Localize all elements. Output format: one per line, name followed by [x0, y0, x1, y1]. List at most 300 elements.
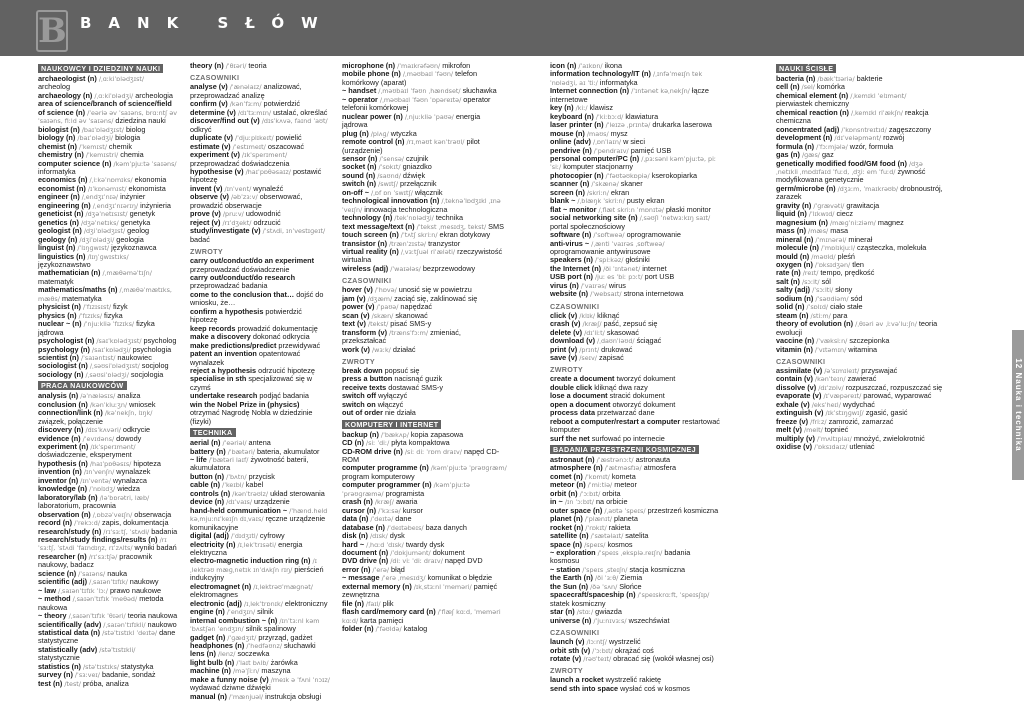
entry-pronunciation: /ˌvɜːtʃuəl riˈæləti/: [400, 247, 456, 256]
entry-word: patent an invention: [190, 349, 257, 359]
dictionary-entry: [342, 329, 507, 346]
entry-translation: silnik spalinowy: [245, 624, 296, 634]
entry-pronunciation: /ˌɒbzəˈveɪʃn/: [92, 510, 133, 519]
entry-translation: naukowo: [147, 619, 177, 629]
section-heading: TECHNIKA: [190, 428, 236, 437]
dictionary-entry: [38, 629, 178, 646]
entry-pronunciation: /ˈnɒlɪdʒ/: [89, 485, 116, 494]
entry-pronunciation: /əˈsɪmɪleɪt/: [824, 366, 860, 375]
entry-translation: portal społecznościowy: [550, 221, 626, 231]
entry-pronunciation: /ði ˈɜːθ/: [595, 574, 619, 583]
entry-pronunciation: /speɪs/: [584, 540, 606, 549]
entry-word: orbit sth (v): [550, 645, 591, 655]
entry-translation: tempo, prędkość: [820, 268, 875, 278]
entry-translation: zapisać: [598, 352, 624, 362]
entry-translation: gniazdko: [402, 162, 432, 172]
entry-pronunciation: /ˈvɪtəmɪn/: [814, 345, 847, 354]
entry-word: touch screen (n): [342, 230, 399, 240]
entry-translation: ręczne urządzenie komunikacyjne: [190, 514, 326, 532]
entry-pronunciation: /ˈɔːbɪt/: [592, 646, 613, 655]
entry-word: duplicate (v): [190, 133, 233, 143]
entry-translation: kursor: [402, 505, 423, 515]
entry-pronunciation: /ˈdjuːplɪkeɪt/: [235, 134, 274, 143]
entry-translation: przełącznik: [400, 179, 437, 189]
entry-pronunciation: /ˈhænd.held kəˌmjuːnɪˈkeɪʃn dɪˌvaɪs/: [190, 506, 328, 524]
entry-translation: metoda naukowa: [38, 594, 164, 612]
entry-word: vaccine (n): [776, 336, 815, 346]
entry-word: dissolve (v): [776, 382, 817, 392]
entry-word: double click: [550, 382, 593, 392]
entry-translation: program komputerowy: [342, 471, 415, 481]
entry-word: chemistry (n): [38, 150, 84, 160]
entry-word: surf the net: [550, 433, 590, 443]
dictionary-entry: [342, 608, 507, 625]
entry-word: folder (n): [342, 624, 374, 634]
entry-translation: meteor: [614, 480, 637, 490]
entry-word: observe (v): [190, 192, 229, 202]
entry-word: switch (n): [342, 179, 377, 189]
entry-pronunciation: /ˈmɪnərəl/: [815, 235, 847, 244]
entry-word: invent (v): [190, 183, 223, 193]
entry-translation: internet: [642, 263, 667, 273]
entry-word: computer programme (n): [342, 463, 429, 473]
entry-pronunciation: /ˈstʌdi, ɪnˈvestɪɡeɪt/: [262, 227, 326, 236]
entry-pronunciation: /ˌsəʊʃl ˈnetwɜːkɪŋ saɪt/: [639, 214, 711, 223]
entry-translation: przyswajać: [861, 365, 898, 375]
entry-pronunciation: /saʊnd/: [377, 171, 401, 180]
entry-word: electromagnet (n): [190, 581, 252, 591]
entry-word: psychology (n): [38, 344, 90, 354]
entry-translation: dane statystyczne: [38, 628, 176, 646]
entry-pronunciation: /ɡæs/: [801, 151, 820, 160]
entry-pronunciation: /dʒiˈɒlədʒɪst/: [83, 227, 126, 236]
entry-pronunciation: /ˈsɒftweə/: [593, 231, 625, 240]
entry-translation: przyrząd, gadżet: [258, 632, 313, 642]
dictionary-entry: [190, 375, 330, 392]
entry-word: click (v): [550, 310, 578, 320]
entry-word: scientific (adj): [38, 577, 88, 587]
entry-translation: klawisz: [589, 103, 614, 113]
entry-word: process data: [550, 408, 596, 418]
entry-word: file (n): [342, 598, 364, 608]
entry-pronunciation: /ˌmæθəməˈtɪʃn/: [102, 269, 152, 278]
entry-translation: dokument: [432, 548, 465, 558]
entry-translation: skaner: [620, 179, 643, 189]
entry-pronunciation: /juː es ˈbiː pɔːt/: [595, 273, 643, 282]
entry-translation: badać: [190, 234, 210, 244]
entry-word: make a discovery: [190, 332, 251, 342]
dictionary-entry: [190, 350, 330, 367]
entry-translation: ekran dotykowy: [439, 230, 491, 240]
entry-translation: operator telefonii komórkowej: [342, 94, 491, 113]
entry-pronunciation: /dʒəˌnetɪkli ˌmɒdɪfaɪd ˈfuːd, ˌdʒiː em ˈfuːd/: [776, 159, 923, 176]
entry-translation: elektroniczny: [284, 598, 328, 608]
entry-translation: napęd CD-ROM: [342, 446, 500, 465]
entry-word: experiment (v): [190, 150, 240, 160]
entry-word: crash (v): [550, 319, 581, 329]
entry-word: survey (n): [38, 670, 73, 680]
entry-word: text message/text (n): [342, 221, 415, 231]
entry-word: light bulb (n): [190, 657, 235, 667]
entry-translation: naukowy: [129, 577, 159, 587]
entry-pronunciation: /ˈθɪəri/: [225, 62, 247, 70]
entry-pronunciation: /ˌɑːkiˈɒlədʒɪst/: [98, 75, 145, 83]
entry-pronunciation: /ðə ˈsʌn/: [590, 582, 618, 591]
entry-translation: pisać SMS-y: [390, 319, 432, 329]
dictionary-entry: [190, 83, 330, 100]
entry-translation: SMS: [488, 221, 504, 231]
entry-translation: kliknąć dwa razy: [594, 382, 648, 392]
entry-translation: płaski monitor: [665, 204, 711, 214]
entry-translation: klawiatura: [625, 111, 659, 121]
entry-translation: urządzenie: [254, 497, 290, 507]
entry-translation: przeprowadzać doświadczenie: [190, 264, 290, 274]
dictionary-entry: [38, 100, 178, 125]
column-4: [550, 62, 720, 693]
entry-word: concentrated (adj): [776, 124, 840, 134]
entry-word: extinguish (v): [776, 408, 824, 418]
entry-pronunciation: /rɪˈsɜːtʃ, ˈstʌdi/: [103, 527, 150, 536]
dictionary-entry: [342, 481, 507, 498]
entry-translation: bateria, akumulator: [257, 446, 320, 456]
entry-word: test (n): [38, 678, 63, 688]
entry-word: gravity (n): [776, 200, 812, 210]
entry-pronunciation: /ˈrekɔːd/: [74, 519, 100, 528]
subsection-heading: CZASOWNIKI: [776, 356, 826, 366]
entry-pronunciation: /ˈænəlaɪz/: [229, 83, 262, 92]
entry-word: electricity (n): [190, 539, 236, 549]
entry-pronunciation: /ˈsɒlɪd/: [806, 303, 829, 312]
dictionary-entry: [342, 96, 507, 113]
entry-word: icon (n): [550, 61, 577, 70]
entry-pronunciation: /diː viː ˈdiː draɪv/: [390, 557, 443, 566]
dictionary-entry: [342, 625, 507, 633]
entry-word: geneticist (n): [38, 209, 84, 219]
entry-word: headphones (n): [190, 641, 245, 650]
entry-pronunciation: /sɔːlt/: [801, 277, 820, 286]
entry-pronunciation: /mæɡˈniːziəm/: [829, 218, 876, 227]
entry-word: genetics (n): [38, 217, 79, 227]
subsection-heading: CZASOWNIKI: [550, 628, 600, 638]
entry-translation: pamięć USB: [630, 145, 672, 155]
entry-translation: podjąć badania: [259, 391, 309, 401]
dictionary-entry: [38, 494, 178, 511]
entry-word: vitamin (n): [776, 344, 813, 354]
entry-translation: unosić się w powietrzu: [398, 285, 472, 295]
chapter-side-tab-label: 12 Nauka i technika: [1014, 358, 1023, 452]
dictionary-entry: [190, 193, 330, 210]
column-3: [342, 62, 507, 634]
entry-translation: wynalazca: [112, 475, 147, 485]
entry-word: send sth into space: [550, 683, 619, 693]
entry-word: science (n): [38, 568, 77, 578]
entry-pronunciation: /ˈsensə/: [379, 154, 404, 163]
entry-pronunciation: /ɪnˈventə/: [80, 476, 111, 485]
entry-pronunciation: /dɪsˈkʌvə, faɪnd ˈaʊt/: [261, 117, 328, 126]
entry-word: inventor (n): [38, 475, 79, 485]
dictionary-entry: [38, 680, 178, 688]
dictionary-entry: [342, 70, 507, 87]
entry-translation: wszechświat: [628, 615, 670, 625]
entry-pronunciation: /ɪˌlekˈtrɒnɪk/: [243, 599, 283, 608]
entry-translation: pierwiastek chemiczny: [776, 99, 849, 109]
entry-translation: nie działa: [384, 408, 416, 418]
entry-translation: językoznawstwo: [38, 259, 91, 269]
entry-translation: witamina: [848, 344, 878, 354]
entry-pronunciation: /ˈdɒkjumənt/: [390, 549, 431, 558]
entry-pronunciation: /rɪˈdʒekt/: [222, 218, 252, 227]
dictionary-entry: [38, 253, 178, 270]
entry-pronunciation: /kənˈfɜːm/: [229, 100, 262, 109]
entry-pronunciation: /ˈflæʃ kɑːd, ˈmeməri kɑːd/: [342, 608, 501, 625]
entry-translation: plik: [382, 598, 394, 608]
entry-pronunciation: /haɪˈpɒθəsaɪz/: [245, 167, 291, 176]
entry-word: steam (n): [776, 310, 809, 320]
entry-word: key (n): [550, 103, 574, 113]
entry-pronunciation: /ləˈbɒrətri, læb/: [99, 493, 150, 502]
entry-word: laboratory/lab (n): [38, 492, 98, 502]
dictionary-entry: [550, 655, 720, 663]
entry-translation: tranzystor: [428, 238, 461, 248]
entry-translation: maszyna: [261, 666, 291, 676]
entry-translation: informatyka: [38, 166, 76, 176]
entry-word: linguistics (n): [38, 251, 86, 261]
entry-translation: płyta kompaktowa: [391, 438, 450, 448]
entry-word: engineer (n): [38, 192, 80, 202]
entry-pronunciation: /dʒəˈnetɪsɪst/: [85, 210, 128, 219]
entry-translation: słony: [835, 285, 853, 295]
entry-pronunciation: /ˈlɪŋɡwɪst/: [77, 244, 110, 253]
entry-translation: błąd: [391, 564, 405, 574]
entry-translation: dowody: [116, 433, 142, 443]
entry-word: battery (n): [190, 446, 226, 456]
entry-translation: mysz: [610, 128, 628, 138]
entry-pronunciation: /mæs/: [808, 227, 829, 236]
entry-word: economics (n): [38, 175, 88, 185]
entry-pronunciation: /ˌnjuːkliə ˈpaʊə/: [404, 112, 454, 121]
entry-pronunciation: /ˈbʌtn/: [226, 472, 247, 481]
subsection-heading: CZASOWNIKI: [342, 276, 392, 286]
entry-translation: działać: [392, 344, 416, 354]
entry-translation: związek, połączenie: [38, 416, 103, 426]
entry-word: analyse (v): [190, 82, 228, 92]
entry-word: molecule (n): [776, 243, 819, 253]
entry-word: out of order: [342, 408, 383, 418]
entry-translation: słuchawki: [284, 641, 316, 650]
entry-pronunciation: /ˈmaɪkrəfəʊn/: [397, 62, 441, 70]
entry-word: crash (n): [342, 497, 373, 507]
entry-word: oxygen (n): [776, 259, 813, 269]
entry-pronunciation: /ˈspiːkəz/: [595, 256, 624, 265]
entry-word: geologist (n): [38, 226, 82, 236]
entry-word: create a document: [550, 374, 615, 384]
entry-word: sodium (n): [776, 293, 814, 303]
entry-translation: utleniać: [849, 442, 875, 452]
subsection-heading: ZWROTY: [550, 365, 583, 375]
entry-pronunciation: /ɪˌlektrəʊˈmæɡnət/: [253, 582, 313, 591]
entry-word: psychologist (n): [38, 336, 95, 346]
entry-translation: statystycznie: [38, 653, 80, 663]
entry-translation: napęd DVD: [444, 556, 483, 566]
entry-pronunciation: /ˌsəʊsiˈɒlədʒi/: [85, 370, 129, 379]
entry-translation: statek kosmiczny: [550, 598, 606, 608]
entry-word: switch off: [342, 391, 377, 401]
entry-word: on-off ~: [342, 187, 369, 197]
entry-translation: fizyka jądrowa: [38, 319, 155, 337]
entry-word: biologist (n): [38, 124, 80, 134]
dictionary-entry: [342, 265, 507, 273]
entry-word: download (v): [550, 336, 595, 346]
entry-word: magnesium (n): [776, 217, 828, 227]
entry-word: CD (n): [342, 438, 364, 448]
entry-word: universe (n): [550, 615, 592, 625]
entry-word: melt (v): [776, 425, 802, 435]
section-heading: NAUKI ŚCISŁE: [776, 64, 836, 73]
entry-pronunciation: /ˌsaɪənˈtɪfɪk/: [89, 578, 128, 587]
entry-pronunciation: /ˈbætəri laɪf/: [208, 456, 249, 465]
entry-pronunciation: /ˌsaɪənˈtɪfɪkli/: [103, 620, 146, 629]
dictionary-entry: [342, 583, 507, 600]
entry-pronunciation: /ˌiːkəˈnɒmɪks/: [89, 176, 133, 185]
entry-word: bacteria (n): [776, 74, 816, 83]
entry-translation: szczepionka: [849, 336, 890, 346]
entry-word: nuclear ~ (n): [38, 319, 82, 329]
entry-pronunciation: /ɪnˈtɜːnl kəmˈbʌstʃən ˈendʒɪn/: [190, 616, 320, 634]
entry-pronunciation: /ˈlɪkwɪd/: [808, 210, 835, 219]
entry-translation: komputer stacjonarny: [563, 162, 633, 172]
entry-word: electro-magnetic induction ring (n): [190, 556, 311, 566]
entry-word: archaeology (n): [38, 90, 93, 100]
entry-pronunciation: /eksˈheɪl/: [811, 400, 841, 409]
entry-word: hypothesise (v): [190, 166, 244, 176]
entry-translation: zagęszczony: [888, 124, 931, 134]
entry-translation: drobnoustrój, zarazek: [776, 183, 943, 202]
entry-word: rotate (v): [550, 654, 582, 663]
entry-word: mineral (n): [776, 234, 814, 244]
entry-pronunciation: /ˈfɪzɪsɪst/: [83, 303, 111, 312]
entry-translation: cząsteczka, molekuła: [857, 243, 927, 253]
entry-word: theory of evolution (n): [776, 319, 854, 329]
entry-word: cursor (n): [342, 505, 377, 515]
entry-translation: pracownik naukowy, badacz: [38, 551, 153, 570]
entry-pronunciation: /swɪtʃ/: [378, 180, 398, 189]
entry-translation: zamrozić, zamarzać: [828, 416, 894, 426]
entry-translation: łącze internetowe: [550, 86, 709, 104]
entry-translation: geolog: [127, 226, 150, 236]
entry-word: liquid (n): [776, 209, 807, 219]
entry-word: come to the conclusion that…: [190, 289, 295, 299]
entry-pronunciation: /ˈtʌtʃ skriːn/: [400, 231, 438, 240]
entry-word: scan (v): [342, 310, 370, 320]
entry-pronunciation: /ˌkemɪkl riˈækʃn/: [851, 108, 903, 117]
entry-pronunciation: /ˈsɜːveɪ/: [74, 671, 100, 680]
entry-word: assimilate (v): [776, 365, 823, 375]
entry-word: reject a hypothesis: [190, 365, 257, 375]
entry-word: economist (n): [38, 183, 86, 193]
entry-word: evidence (n): [38, 433, 81, 443]
entry-word: error (n): [342, 564, 371, 574]
entry-translation: soczewka: [237, 649, 270, 659]
entry-word: break down: [342, 365, 383, 375]
dictionary-entry: [190, 274, 330, 291]
entry-word: contain (v): [776, 374, 813, 384]
entry-word: germ/microbe (n): [776, 183, 836, 193]
entry-pronunciation: /ˈjuːnɪvɜːs/: [593, 616, 627, 625]
entry-word: chemist (n): [38, 141, 77, 151]
entry-translation: badanie, sondaż: [101, 670, 156, 680]
entry-word: the Internet (n): [550, 263, 602, 273]
entry-translation: astronauta: [635, 455, 671, 465]
entry-word: photocopier (n): [550, 170, 604, 180]
entry-pronunciation: /ˈkɜːsə/: [378, 506, 401, 515]
entry-pronunciation: /ˈkemɪstri/: [85, 151, 119, 160]
entry-word: research/study (n): [38, 526, 102, 536]
entry-word: outer space (n): [550, 505, 603, 515]
entry-translation: obserwacja: [134, 509, 172, 519]
entry-word: manual (n): [190, 691, 227, 701]
dictionary-entry: [342, 464, 507, 481]
header-bar: [0, 0, 1024, 56]
entry-translation: hipoteza: [133, 458, 161, 468]
entry-pronunciation: /kəˈnekʃn, lɪŋk/: [104, 409, 153, 418]
entry-translation: fizyka: [104, 310, 123, 320]
entry-pronunciation: /melt/: [803, 426, 823, 435]
entry-word: make a funny noise (v): [190, 674, 269, 684]
entry-translation: wyniki badań: [134, 543, 177, 553]
entry-word: the Sun (n): [550, 581, 589, 591]
dictionary-entry: [550, 290, 720, 298]
entry-translation: oprogramowanie antywirusowe: [550, 246, 651, 256]
entry-pronunciation: /ˈdeɪtə/: [370, 515, 394, 524]
entry-pronunciation: /ˈeəriə əv ˈsaɪəns, brɑːntʃ əv ˈsaɪəns, fiːld əv ˈsaɪəns/: [38, 108, 178, 126]
dictionary-entry: [190, 541, 330, 558]
entry-pronunciation: /ˌɒnˈlaɪn/: [592, 138, 622, 147]
entry-translation: biolog: [125, 124, 146, 134]
entry-pronunciation: /skæn/: [371, 311, 394, 320]
entry-word: salt (n): [776, 276, 800, 286]
entry-pronunciation: /ˈɡrævəti/: [813, 201, 845, 210]
entry-word: mouse (n): [550, 128, 585, 138]
entry-translation: matematyka: [61, 293, 102, 303]
entry-pronunciation: /ɪˌlekˈtrɪsəti/: [237, 540, 277, 549]
entry-word: work (v): [342, 344, 370, 354]
entry-pronunciation: /ˌænti ˈvaɪrəs ˌsɒftweə/: [591, 239, 665, 248]
entry-word: text (v): [342, 319, 366, 329]
dictionary-entry: [38, 320, 178, 337]
entry-pronunciation: /ˌməʊbaɪl ˈfəʊn/: [402, 70, 454, 79]
entry-word: scientifically (adv): [38, 619, 102, 629]
entry-word: transform (v): [342, 327, 388, 337]
dictionary-entry: [550, 617, 720, 625]
entry-translation: odkryć: [190, 124, 212, 134]
entry-word: biology (n): [38, 133, 76, 143]
entry-pronunciation: /ˈɒksɪdʒən/: [814, 260, 851, 269]
entry-pronunciation: /ˌθɪəri əv ˌiːvəˈluːʃn/: [855, 320, 917, 329]
entry-word: statistically (adv): [38, 644, 98, 654]
entry-pronunciation: /ɪkˌstɜːnl ˈmeməri/: [413, 582, 472, 591]
entry-pronunciation: /əˈnæləsɪs/: [80, 392, 116, 401]
entry-pronunciation: /ˌsaɪənˈtɪfɪk ˈlɔː/: [58, 586, 108, 595]
entry-translation: dojść do wniosku, że…: [190, 289, 324, 308]
subsection-heading: CZASOWNIKI: [550, 301, 600, 311]
entry-translation: potwierdzić hipotezę: [190, 306, 302, 325]
entry-word: lens (n): [190, 649, 216, 659]
entry-word: analysis (n): [38, 391, 79, 401]
entry-pronunciation: /ˈwaɪələs/: [390, 264, 421, 273]
entry-translation: para: [832, 310, 848, 320]
entry-pronunciation: /ˌmæθəˈmætɪks, mæθs/: [38, 286, 172, 303]
entry-word: discovery (n): [38, 425, 84, 435]
